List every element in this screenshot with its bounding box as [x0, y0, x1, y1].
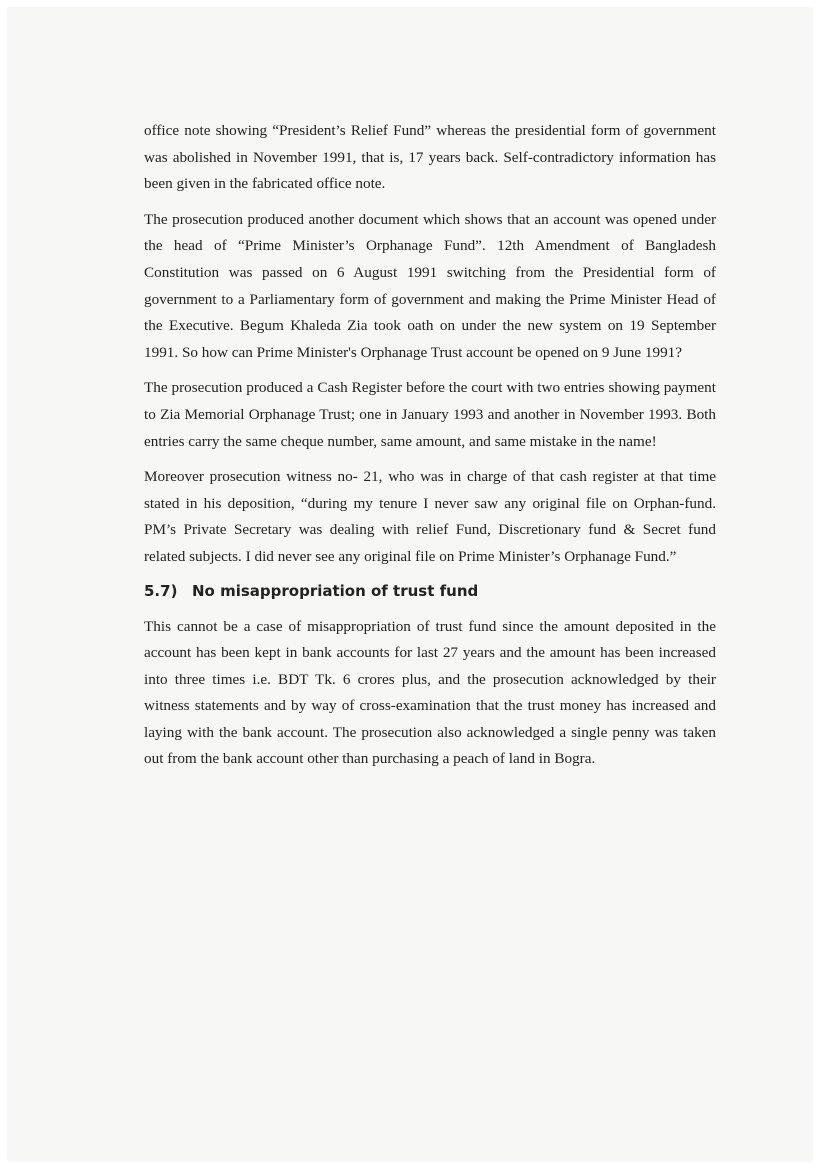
section-heading [144, 580, 716, 602]
section-number: 5.7) [144, 581, 178, 600]
paragraph: The prosecution produced a Cash Register before the court with two entries showing payment to Zia Memorial Orphanage Trust; one in January 1993 and another in November 1993. Both entries carry the same cheque number, same amount, and same mistake in the name! [144, 379, 716, 450]
section-title: No misappropriation of trust fund [192, 581, 479, 600]
paragraph: The prosecution produced another document which shows that an account was opened under the head of “Prime Minister’s Orphanage Fund”. 12th Amendment of Bangladesh Constitution was passed on 6 August 1991 switching from the Presidential form of government to a Parliamentary form of government and making the Prime Minister Head of the Executive. Begum Khaleda Zia took oath on under the new system on 19 September 1991. So how can Prime Minister's Orphanage Trust account be opened on 9 June 1991? [144, 210, 716, 361]
document-page [8, 8, 812, 1161]
paragraph: office note showing “President’s Relief Fund” whereas the presidential form of government was abolished in November 1991, that is, 17 years back. Self-contradictory information has been given in the fabricated office note. [144, 122, 716, 193]
paragraph: Moreover prosecution witness no- 21, who was in charge of that cash register at that time stated in his deposition, “during my tenure I never saw any original file on Orphan-fund. PM’s Private Secretary was dealing with relief Fund, Discretionary fund & Secret fund related subjects. I did never see any original file on Prime Minister’s Orphanage Fund.” [144, 468, 716, 565]
paragraph: This cannot be a case of misappropriation of trust fund since the amount deposited in the account has been kept in bank accounts for last 27 years and the amount has been increased into three times i.e. BDT Tk. 6 crores plus, and the prosecution acknowledged by their witness statements and by way of cross-examination that the trust money has increased and laying with the bank account. The prosecution also acknowledged a single penny was taken out from the bank account other than purchasing a peach of land in Bogra. [144, 617, 716, 768]
page-body [144, 118, 716, 782]
